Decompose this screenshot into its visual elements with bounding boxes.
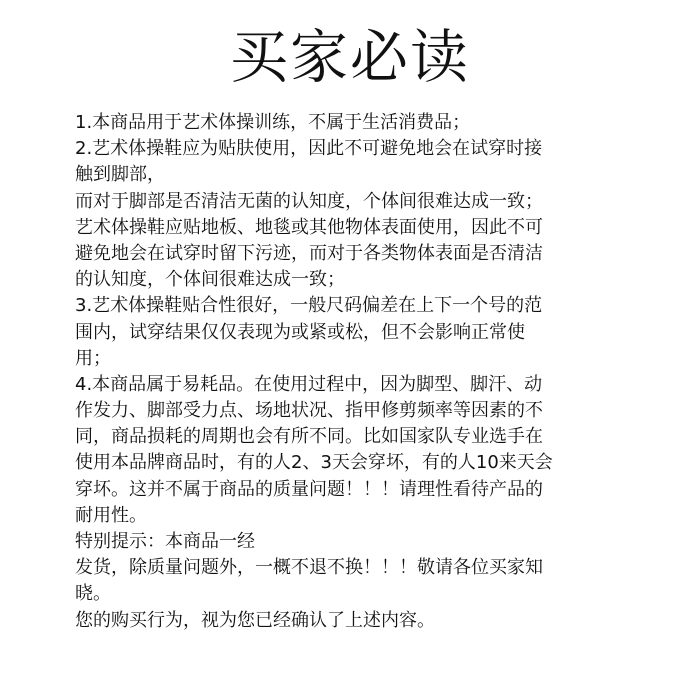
notice-line: 特别提示：本商品一经: [75, 531, 255, 552]
page-title: 买家必读: [229, 23, 470, 91]
notice-line: 避免地会在试穿时留下污迹，而对于各类物体表面是否清洁: [75, 242, 543, 264]
notice-line: 作发力、脚部受力点、场地状况、指甲修剪频率等因素的不: [75, 400, 543, 422]
notice-line: 耐用性。: [75, 504, 147, 526]
notice-line: 触到脚部，: [75, 164, 165, 186]
notice-line: 晓。: [75, 583, 111, 605]
notice-line: 使用本品牌商品时，有的人2、3天会穿坏，有的人10来天会: [75, 452, 553, 474]
notice-line: 围内，试穿结果仅仅表现为或紧或松，但不会影响正常使: [75, 321, 525, 343]
notice-line: 4.本商品属于易耗品。在使用过程中，因为脚型、脚汗、动: [75, 373, 543, 395]
notice-line: 而对于脚部是否清洁无菌的认知度，个体间很难达成一致；: [75, 190, 543, 212]
notice-line: 2.艺术体操鞋应为贴肤使用，因此不可避免地会在试穿时接: [75, 138, 543, 160]
notice-line: 穿坏。这并不属于商品的质量问题！！！请理性看待产品的: [75, 478, 543, 500]
notice-line: 1.本商品用于艺术体操训练，不属于生活消费品；: [75, 112, 471, 133]
notice-body: [75, 110, 635, 634]
notice-line: 3.艺术体操鞋贴合性很好，一般尺码偏差在上下一个号的范: [75, 295, 543, 317]
notice-line: 的认知度，个体间很难达成一致；: [75, 269, 345, 291]
notice-line: 同，商品损耗的周期也会有所不同。比如国家队专业选手在: [75, 426, 543, 448]
notice-line: 艺术体操鞋应贴地板、地毯或其他物体表面使用，因此不可: [75, 216, 543, 238]
notice-line: 发货，除质量问题外，一概不退不换！！！敬请各位买家知: [75, 557, 543, 579]
notice-line: 用；: [75, 347, 111, 369]
notice-line: 您的购买行为，视为您已经确认了上述内容。: [75, 609, 435, 631]
